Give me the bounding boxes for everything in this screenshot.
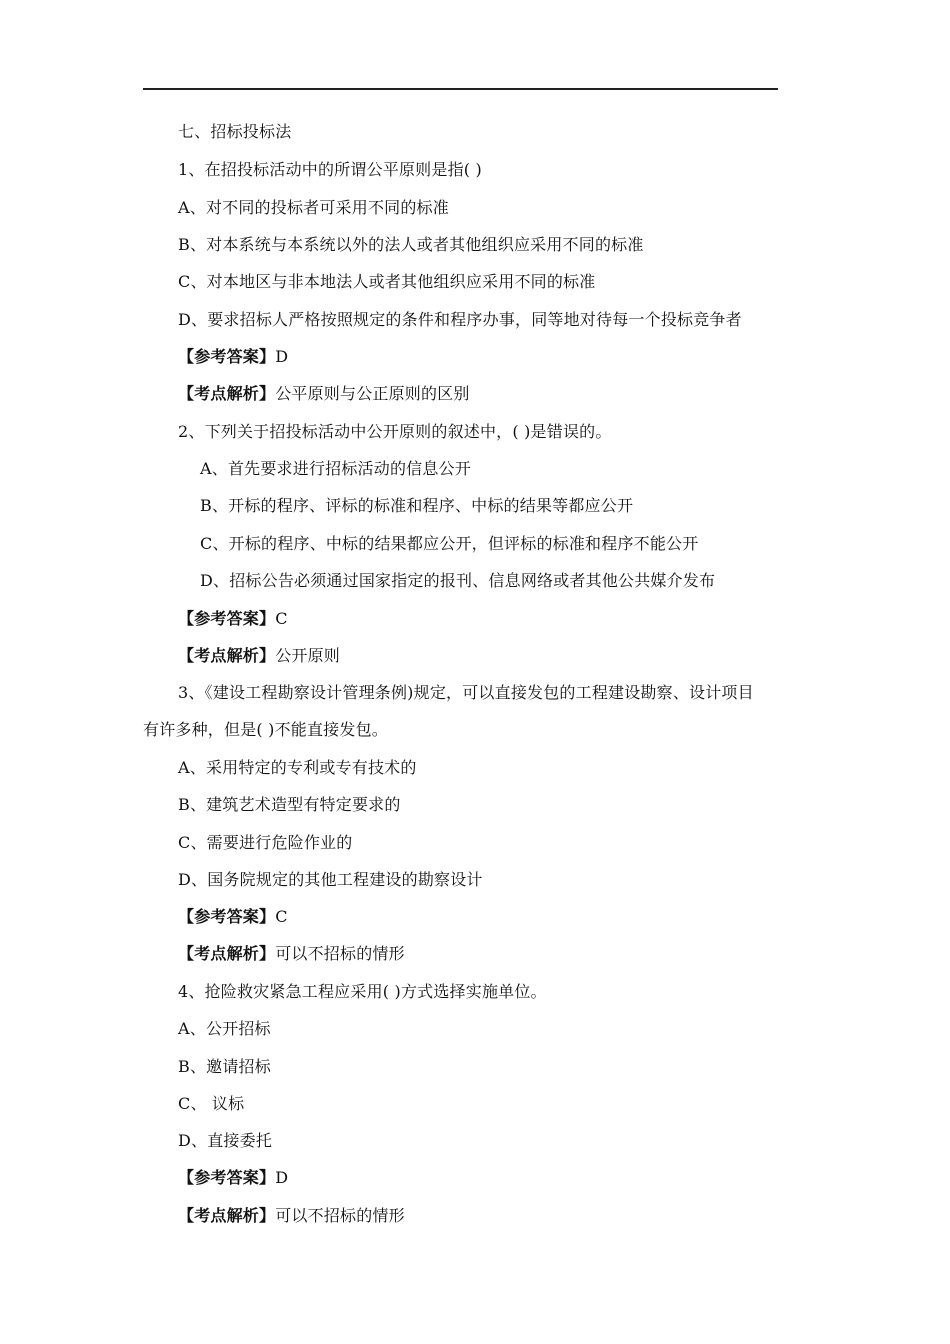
answer-line — [178, 608, 288, 630]
analysis-line — [178, 645, 340, 667]
option-a: A、采用特定的专利或专有技术的 — [178, 758, 417, 777]
analysis-value: 公开原则 — [275, 646, 341, 665]
analysis-label: 【考点解析】 — [178, 384, 276, 403]
answer-label: 【参考答案】 — [178, 609, 276, 628]
analysis-line — [178, 943, 405, 965]
answer-label: 【参考答案】 — [178, 1168, 276, 1187]
option-c: C、对本地区与非本地法人或者其他组织应采用不同的标准 — [178, 272, 596, 291]
answer-line — [178, 346, 288, 368]
option-d: D、直接委托 — [178, 1131, 273, 1150]
answer-value: D — [275, 347, 289, 366]
option-a: A、对不同的投标者可采用不同的标准 — [178, 198, 449, 217]
option-d: D、招标公告必须通过国家指定的报刊、信息网络或者其他公共媒介发布 — [200, 571, 716, 590]
option-c: C、需要进行危险作业的 — [178, 833, 353, 852]
analysis-value: 公平原则与公正原则的区别 — [275, 384, 470, 403]
option-b: B、建筑艺术造型有特定要求的 — [178, 795, 401, 814]
option-a: A、公开招标 — [178, 1019, 271, 1038]
option-c: C、 议标 — [178, 1094, 245, 1113]
answer-line — [178, 906, 288, 928]
question-stem: 4、抢险救灾紧急工程应采用( )方式选择实施单位。 — [178, 982, 547, 1001]
analysis-line — [178, 1205, 405, 1227]
analysis-value: 可以不招标的情形 — [275, 944, 405, 963]
answer-value: D — [275, 1168, 289, 1187]
answer-label: 【参考答案】 — [178, 347, 276, 366]
option-b: B、开标的程序、评标的标准和程序、中标的结果等都应公开 — [200, 496, 634, 515]
header-rule — [143, 88, 778, 90]
answer-line — [178, 1167, 288, 1189]
analysis-label: 【考点解析】 — [178, 1206, 276, 1225]
analysis-label: 【考点解析】 — [178, 944, 276, 963]
answer-value: C — [275, 907, 288, 926]
section-title: 七、招标投标法 — [178, 122, 292, 141]
question-stem: 2、下列关于招投标活动中公开原则的叙述中，( )是错误的。 — [178, 422, 612, 441]
question-stem: 3、《建设工程勘察设计管理条例)规定，可以直接发包的工程建设勘察、设计项目 — [178, 683, 754, 702]
analysis-label: 【考点解析】 — [178, 646, 276, 665]
option-c: C、开标的程序、中标的结果都应公开，但评标的标准和程序不能公开 — [200, 534, 699, 553]
option-a: A、首先要求进行招标活动的信息公开 — [200, 459, 471, 478]
answer-label: 【参考答案】 — [178, 907, 276, 926]
option-d: D、要求招标人严格按照规定的条件和程序办事，同等地对待每一个投标竞争者 — [178, 310, 742, 329]
option-b: B、对本系统与本系统以外的法人或者其他组织应采用不同的标准 — [178, 235, 644, 254]
analysis-value: 可以不招标的情形 — [275, 1206, 405, 1225]
analysis-line — [178, 383, 470, 405]
question-stem-continued: 有许多种，但是( )不能直接发包。 — [143, 720, 388, 739]
answer-value: C — [275, 609, 288, 628]
option-b: B、邀请招标 — [178, 1057, 271, 1076]
question-stem: 1、在招投标活动中的所谓公平原则是指( ) — [178, 160, 482, 179]
option-d: D、国务院规定的其他工程建设的勘察设计 — [178, 870, 483, 889]
